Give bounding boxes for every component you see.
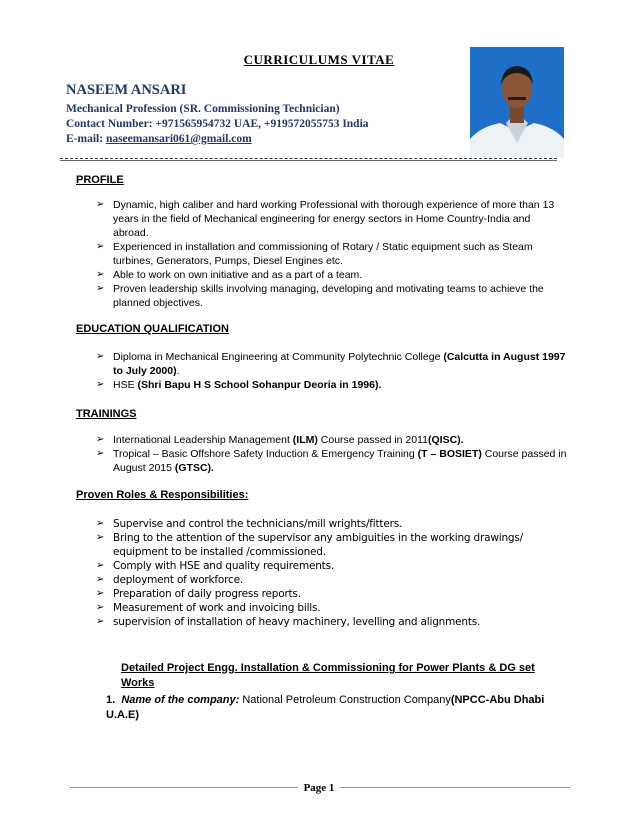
trainings-heading: TRAININGS (76, 408, 137, 420)
company-entry (106, 693, 576, 723)
arrow-bullet-icon: ➢ (96, 351, 105, 362)
profile-heading: PROFILE (76, 174, 124, 186)
arrow-bullet-icon: ➢ (96, 518, 105, 529)
email-link[interactable]: naseemansari061@gmail.com (105, 133, 252, 145)
arrow-bullet-icon: ➢ (96, 448, 105, 459)
arrow-bullet-icon: ➢ (96, 532, 105, 543)
project-heading: Detailed Project Engg. Installation & Commissioning for Power Plants & DG set Works (121, 662, 535, 689)
arrow-bullet-icon: ➢ (96, 269, 105, 280)
arrow-bullet-icon: ➢ (96, 602, 105, 613)
header-divider (60, 158, 557, 159)
profession-line: Mechanical Profession (SR. Commissioning Technician) (66, 103, 340, 115)
list-item: ➢ Bring to the attention of the supervisor any ambiguities in the working drawings/ equipment to be installed /commissioned. (96, 532, 523, 558)
list-item: ➢ International Leadership Management (ILM) Course passed in 2011(QISC). (96, 434, 464, 446)
list-item: ➢ Able to work on own initiative and as a part of a team. (96, 269, 363, 281)
list-item: ➢ Comply with HSE and quality requirements. (96, 560, 335, 572)
trainings-list (88, 433, 568, 475)
email-line (66, 133, 252, 145)
arrow-bullet-icon: ➢ (96, 560, 105, 571)
list-item: ➢ Diploma in Mechanical Engineering at Community Polytechnic College (Calcutta in August 1997 to July 2000). (96, 351, 566, 377)
arrow-bullet-icon: ➢ (96, 434, 105, 445)
list-item: ➢ Preparation of daily progress reports. (96, 588, 301, 600)
arrow-bullet-icon: ➢ (96, 241, 105, 252)
header-divider-solid (60, 160, 557, 161)
email-label: E-mail: (66, 133, 104, 145)
profile-photo (470, 47, 564, 157)
company-number: 1. (106, 694, 116, 706)
arrow-bullet-icon: ➢ (96, 199, 105, 210)
list-item: ➢ Proven leadership skills involving managing, developing and motivating teams to achieve the planned objectives. (96, 283, 544, 309)
roles-heading: Proven Roles & Responsibilities: (76, 489, 249, 501)
list-item: ➢ Tropical – Basic Offshore Safety Induction & Emergency Training (T – BOSIET) Course passed in August 2015 (GTSC). (96, 448, 567, 474)
profile-list (88, 198, 568, 310)
arrow-bullet-icon: ➢ (96, 574, 105, 585)
contact-line: Contact Number: +971565954732 UAE, +919572055753 India (66, 118, 369, 130)
candidate-name: NASEEM ANSARI (66, 82, 187, 98)
company-location: (NPCC-Abu Dhabi U.A.E) (106, 694, 545, 721)
roles-list (88, 517, 548, 629)
list-item: ➢ HSE (Shri Bapu H S School Sohanpur Deoria in 1996). (96, 379, 382, 391)
list-item: ➢ Dynamic, high caliber and hard working Professional with thorough experience of more than 13 years in the field of Mechanical engineering for energy sectors in Home Country-India and abroad. (96, 199, 555, 239)
list-item: ➢ Experienced in installation and commissioning of Rotary / Static equipment such as Steam turbines, Generators, Pumps, Diesel Engines etc. (96, 241, 533, 267)
list-item: ➢ Supervise and control the technicians/mill wrights/fitters. (96, 518, 403, 530)
company-name: National Petroleum Construction Company (239, 694, 451, 706)
page-number: Page 1 (0, 782, 638, 794)
arrow-bullet-icon: ➢ (96, 283, 105, 294)
arrow-bullet-icon: ➢ (96, 616, 105, 627)
list-item: ➢ deployment of workforce. (96, 574, 243, 586)
education-heading: EDUCATION QUALIFICATION (76, 323, 229, 335)
education-list (88, 350, 568, 392)
arrow-bullet-icon: ➢ (96, 379, 105, 390)
document-title: CURRICULUMS VITAE (243, 52, 395, 67)
company-label: Name of the company: (121, 694, 240, 706)
arrow-bullet-icon: ➢ (96, 588, 105, 599)
list-item: ➢ supervision of installation of heavy machinery, levelling and alignments. (96, 616, 481, 628)
list-item: ➢ Measurement of work and invoicing bills. (96, 602, 321, 614)
